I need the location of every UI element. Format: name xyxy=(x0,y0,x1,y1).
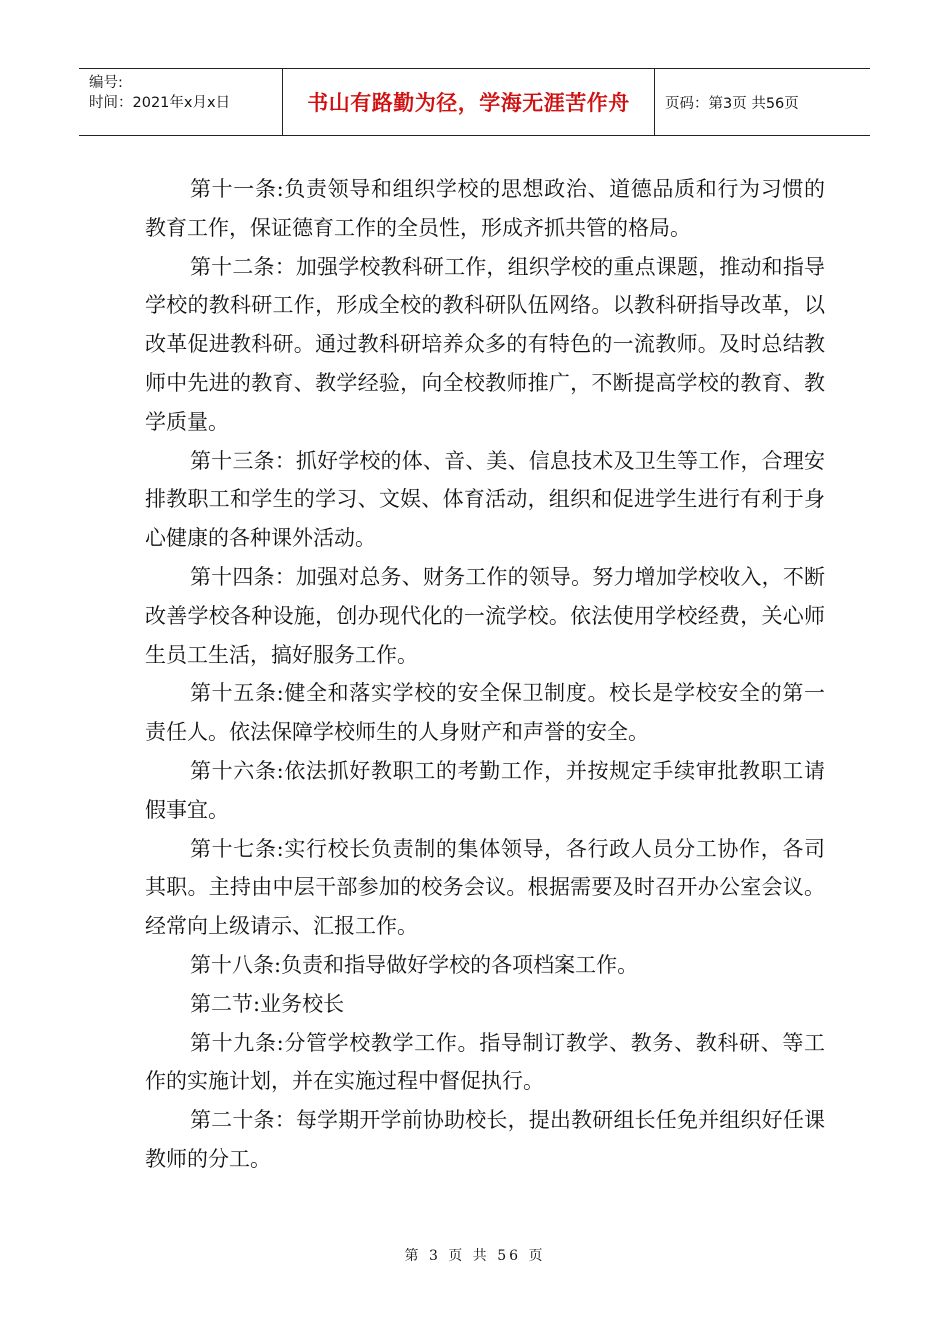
page-footer: 第 3 页 共 56 页 xyxy=(404,1248,546,1264)
header-meta xyxy=(79,69,283,135)
header-motto: 书山有路勤为径，学海无涯苦作舟 xyxy=(283,69,655,135)
paragraph: 第二十条：每学期开学前协助校长，提出教研组长任免并组织好任课教师的分工。 xyxy=(145,1108,825,1171)
paragraph: 第十八条:负责和指导做好学校的各项档案工作。 xyxy=(190,952,639,977)
document-number-label: 编号: xyxy=(89,75,123,91)
paragraph: 第十一条:负责领导和组织学校的思想政治、道德品质和行为习惯的教育工作，保证德育工作的全员性，形成齐抓共管的格局。 xyxy=(145,177,825,240)
paragraph: 第十二条：加强学校教科研工作，组织学校的重点课题，推动和指导学校的教科研工作，形成全校的教科研队伍网络。以教科研指导改革，以改革促进教科研。通过教科研培养众多的有特色的一流教师。及时总结教师中先进的教育、教学经验，向全校教师推广，不断提高学校的教育、教学质量。 xyxy=(145,254,825,434)
paragraph: 第十三条：抓好学校的体、音、美、信息技术及卫生等工作，合理安排教职工和学生的学习、文娱、体育活动，组织和促进学生进行有利于身心健康的各种课外活动。 xyxy=(145,448,825,551)
paragraph: 第十七条:实行校长负责制的集体领导，各行政人员分工协作，各司其职。主持由中层干部参加的校务会议。根据需要及时召开办公室会议。经常向上级请示、汇报工作。 xyxy=(145,836,825,939)
paragraph: 第十五条:健全和落实学校的安全保卫制度。校长是学校安全的第一责任人。依法保障学校师生的人身财产和声誉的安全。 xyxy=(145,681,825,745)
paragraph: 第十四条：加强对总务、财务工作的领导。努力增加学校收入，不断改善学校各种设施，创办现代化的一流学校。依法使用学校经费，关心师生员工生活，搞好服务工作。 xyxy=(145,564,825,667)
header-page-info: 页码：第3页 共56页 xyxy=(665,95,799,112)
paragraph: 第十九条:分管学校教学工作。指导制订教学、教务、教科研、等工作的实施计划，并在实施过程中督促执行。 xyxy=(145,1030,825,1094)
paragraph: 第十六条:依法抓好教职工的考勤工作，并按规定手续审批教职工请假事宜。 xyxy=(145,758,825,822)
document-time-label: 时间：2021年x月x日 xyxy=(89,95,231,111)
section-heading: 第二节:业务校长 xyxy=(190,991,345,1016)
document-body xyxy=(145,170,825,1179)
document-header xyxy=(79,68,870,136)
